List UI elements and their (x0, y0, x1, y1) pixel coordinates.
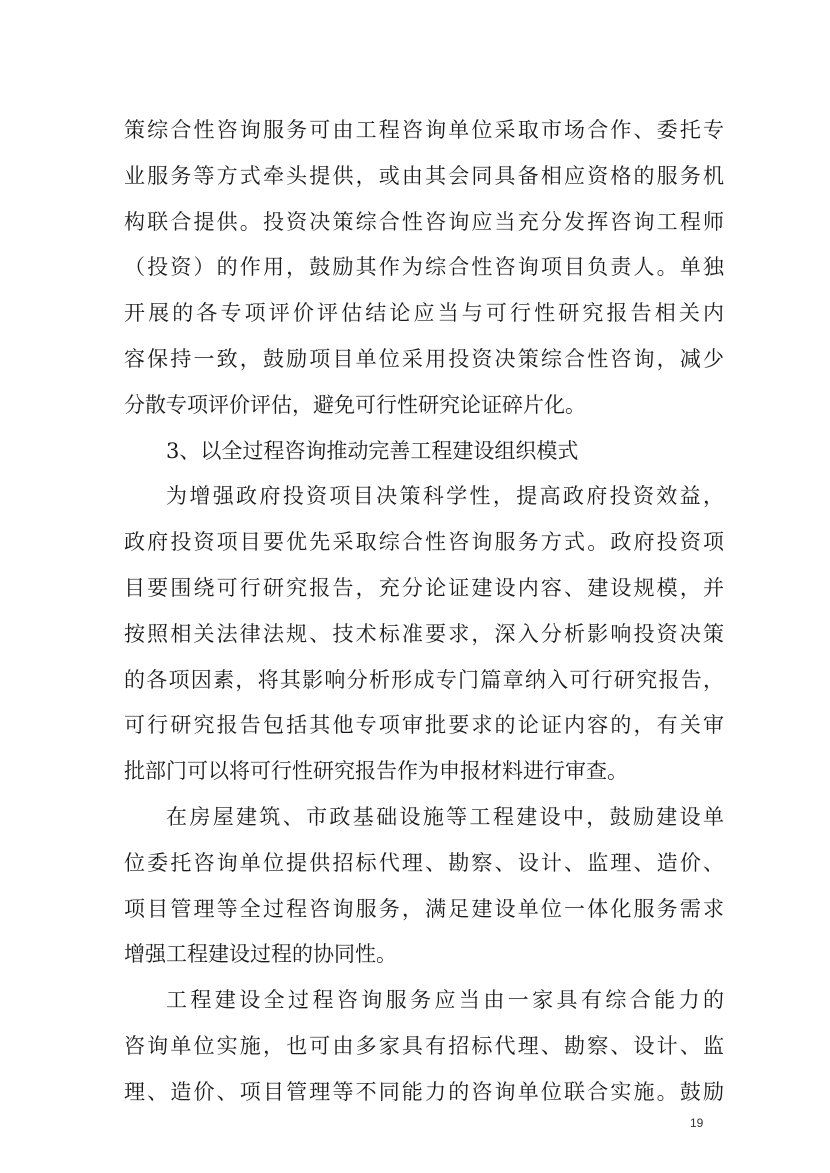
paragraph-line: 增强工程建设过程的协同性。 (124, 942, 397, 967)
paragraph-line: 理、造价、项目管理等不同能力的咨询单位联合实施。鼓励 (124, 1079, 724, 1104)
paragraph-line: 分散专项评价评估，避免可行性研究论证碎片化。 (124, 392, 586, 417)
paragraph-line: 政府投资项目要优先采取综合性咨询服务方式。政府投资项 (124, 530, 724, 555)
paragraph-line: 构联合提供。投资决策综合性咨询应当充分发挥咨询工程师 (124, 209, 724, 234)
paragraph-line: 在房屋建筑、市政基础设施等工程建设中，鼓励建设单 (166, 804, 724, 829)
paragraph-line: 工程建设全过程咨询服务应当由一家具有综合能力的 (166, 988, 724, 1013)
paragraph-line: 按照相关法律法规、技术标准要求，深入分析影响投资决策 (124, 621, 724, 646)
paragraph-line: 可行研究报告包括其他专项审批要求的论证内容的，有关审 (124, 713, 724, 738)
paragraph-line: 位委托咨询单位提供招标代理、勘察、设计、监理、造价、 (124, 850, 724, 875)
paragraph-line: 开展的各专项评价评估结论应当与可行性研究报告相关内 (124, 301, 724, 326)
paragraph-line: （投资）的作用，鼓励其作为综合性咨询项目负责人。单独 (124, 255, 724, 280)
paragraph-line: 项目管理等全过程咨询服务，满足建设单位一体化服务需求 (124, 896, 724, 921)
paragraph-line: 批部门可以将可行性研究报告作为申报材料进行审查。 (124, 759, 628, 784)
paragraph-line: 业服务等方式牵头提供，或由其会同具备相应资格的服务机 (124, 163, 724, 188)
section-heading: 3、以全过程咨询推动完善工程建设组织模式 (166, 438, 579, 463)
paragraph-line: 咨询单位实施，也可由多家具有招标代理、勘察、设计、监 (124, 1033, 724, 1058)
paragraph-line: 容保持一致，鼓励项目单位采用投资决策综合性咨询，减少 (124, 346, 724, 371)
paragraph-line: 为增强政府投资项目决策科学性，提高政府投资效益， (166, 484, 724, 509)
paragraph-line: 的各项因素，将其影响分析形成专门篇章纳入可行研究报告， (124, 667, 724, 692)
document-body (124, 108, 724, 1116)
page-number: 19 (690, 1116, 704, 1130)
paragraph-line: 目要围绕可行研究报告，充分论证建设内容、建设规模，并 (124, 575, 724, 600)
paragraph-line: 策综合性咨询服务可由工程咨询单位采取市场合作、委托专 (124, 118, 724, 142)
